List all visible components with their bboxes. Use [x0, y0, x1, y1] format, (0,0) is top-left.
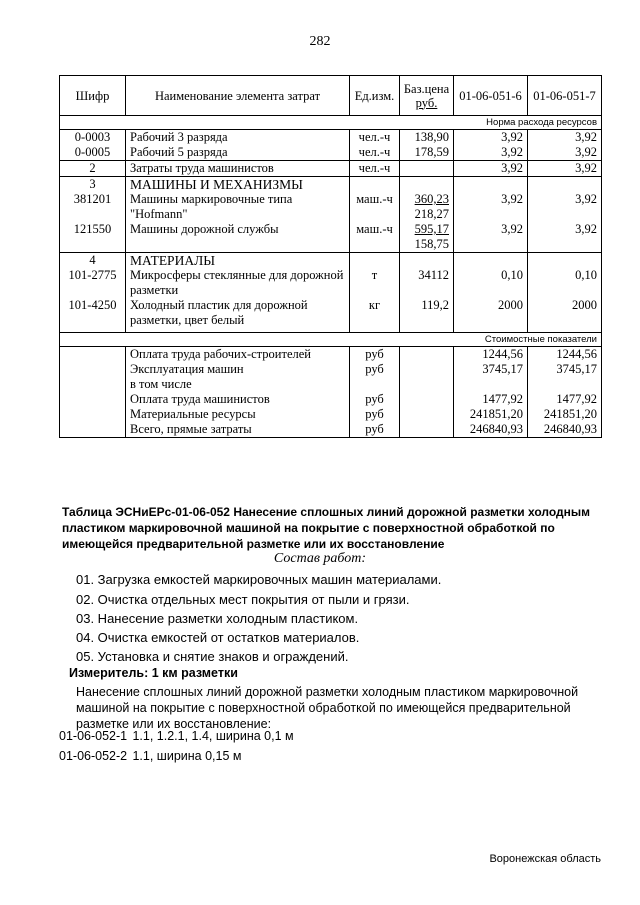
cell-name-line1: Холодный пластик для дорожной [130, 298, 308, 312]
code-id: 01-06-052-1 [59, 729, 128, 743]
total-name: в том числе [126, 377, 350, 392]
table-row [60, 130, 602, 146]
resource-norms-table [59, 75, 602, 438]
cell-price [400, 161, 454, 177]
table-row [60, 298, 602, 332]
cell-name-line1: Машины маркировочные типа [130, 192, 293, 206]
operation-item: 02. Очистка отдельных мест покрытия от пыли и грязи. [76, 592, 410, 607]
cell-price: 178,59 [400, 145, 454, 161]
cell-unit: чел.-ч [350, 161, 400, 177]
cell-name: Машины дорожной службы [126, 222, 350, 253]
cell-v2: 3,92 [528, 222, 602, 253]
cell-name: Рабочий 5 разряда [126, 145, 350, 161]
cell-name [126, 298, 350, 332]
cell-v1: 3,92 [454, 130, 528, 146]
operation-item: 03. Нанесение разметки холодным пластиком. [76, 611, 359, 626]
total-unit: руб [350, 407, 400, 422]
header-col2: 01-06-051-7 [528, 76, 602, 116]
cell-name-line2: разметки [130, 283, 179, 297]
section-number: 3 [60, 177, 126, 193]
cell-unit: маш.-ч [350, 222, 400, 253]
total-v1: 241851,20 [454, 407, 528, 422]
header-price [400, 76, 454, 116]
cost-caption-row [60, 332, 602, 346]
cell-name-line1: Микросферы стеклянные для дорожной [130, 268, 344, 282]
cell-price-sub: 218,27 [414, 207, 449, 221]
cell-code: 381201 [60, 192, 126, 222]
section-number: 4 [60, 253, 126, 269]
cell-name [126, 192, 350, 222]
cell-unit: т [350, 268, 400, 298]
table-row [60, 192, 602, 222]
cost-caption: Стоимостные показатели [60, 332, 602, 346]
cell-v1: 3,92 [454, 145, 528, 161]
total-name: Эксплуатация машин [126, 362, 350, 377]
cell-v2: 0,10 [528, 268, 602, 298]
cell-price-sub: 158,75 [414, 237, 449, 251]
code-line [59, 729, 294, 743]
description: Нанесение сплошных линий дорожной разметки холодным пластиком маркировочной машиной на покрытие с поверхностной обработкой по имеющейся предварительной разметке или их восстановление: [76, 685, 579, 731]
total-row [60, 377, 602, 392]
header-name: Наименование элемента затрат [126, 76, 350, 116]
cell-unit: чел.-ч [350, 145, 400, 161]
cell-price-main: 595,17 [414, 222, 449, 236]
cell-code: 0-0005 [60, 145, 126, 161]
table-row [60, 145, 602, 161]
total-name: Всего, прямые затраты [126, 422, 350, 438]
cell-name: Рабочий 3 разряда [126, 130, 350, 146]
total-name: Материальные ресурсы [126, 407, 350, 422]
cell-v2: 3,92 [528, 161, 602, 177]
cell-code: 101-4250 [60, 298, 126, 332]
cell-v1: 3,92 [454, 222, 528, 253]
total-row [60, 407, 602, 422]
total-v2: 3745,17 [528, 362, 602, 377]
total-row [60, 392, 602, 407]
cell-price-main: 360,23 [414, 192, 449, 206]
cell-v1: 0,10 [454, 268, 528, 298]
total-unit: руб [350, 422, 400, 438]
header-price-line1: Баз.цена [403, 81, 450, 96]
total-unit: руб [350, 392, 400, 407]
cell-price: 119,2 [400, 298, 454, 332]
cell-code: 0-0003 [60, 130, 126, 146]
total-v2: 241851,20 [528, 407, 602, 422]
cell-v1: 2000 [454, 298, 528, 332]
region-footer: Воронежская область [489, 853, 601, 865]
table-row [60, 161, 602, 177]
code-text: 1.1, ширина 0,15 м [132, 749, 242, 763]
cell-code: 101-2775 [60, 268, 126, 298]
cell-code: 121550 [60, 222, 126, 253]
measurer: Измеритель: 1 км разметки [69, 666, 238, 680]
cell-name: Затраты труда машинистов [126, 161, 350, 177]
cell-v2: 3,92 [528, 145, 602, 161]
total-name: Оплата труда рабочих-строителей [126, 346, 350, 362]
cell-v2: 3,92 [528, 130, 602, 146]
table-row [60, 268, 602, 298]
total-v1: 3745,17 [454, 362, 528, 377]
cell-price: 138,90 [400, 130, 454, 146]
cell-v2: 3,92 [528, 192, 602, 222]
cell-unit: маш.-ч [350, 192, 400, 222]
code-id: 01-06-052-2 [59, 749, 128, 763]
header-price-line2: руб. [415, 95, 438, 110]
code-line [59, 749, 241, 763]
total-v2: 1477,92 [528, 392, 602, 407]
cell-v2: 2000 [528, 298, 602, 332]
cell-price [400, 192, 454, 222]
cell-name-line2: разметки, цвет белый [130, 313, 245, 327]
cell-unit: чел.-ч [350, 130, 400, 146]
cell-v1: 3,92 [454, 192, 528, 222]
operation-item: 01. Загрузка емкостей маркировочных машин материалами. [76, 572, 442, 587]
total-row [60, 422, 602, 438]
total-v1: 246840,93 [454, 422, 528, 438]
cell-price [400, 222, 454, 253]
total-unit: руб [350, 346, 400, 362]
table-header-row [60, 76, 602, 116]
cell-price: 34112 [400, 268, 454, 298]
cell-name-line2: "Hofmann" [130, 207, 188, 221]
operation-item: 04. Очистка емкостей от остатков материалов. [76, 630, 360, 645]
table-row [60, 222, 602, 253]
total-v1: 1477,92 [454, 392, 528, 407]
cell-v1: 3,92 [454, 161, 528, 177]
header-code: Шифр [60, 76, 126, 116]
page-number: 282 [309, 34, 331, 49]
total-row [60, 362, 602, 377]
cell-name [126, 268, 350, 298]
total-v2: 246840,93 [528, 422, 602, 438]
section-row [60, 177, 602, 193]
total-row [60, 346, 602, 362]
cell-unit: кг [350, 298, 400, 332]
total-v2: 1244,56 [528, 346, 602, 362]
table-title: Таблица ЭСНиЕРс-01-06-052 Нанесение сплошных линий дорожной разметки холодным пластиком маркировочной машиной на покрытие с поверхностной обработкой по имеющейся предварительной разметке или их восстановление [62, 505, 591, 551]
total-name: Оплата труда машинистов [126, 392, 350, 407]
total-unit: руб [350, 362, 400, 377]
composition-title: Состав работ: [273, 551, 367, 566]
norm-caption-row [60, 116, 602, 130]
code-text: 1.1, 1.2.1, 1.4, ширина 0,1 м [132, 729, 294, 743]
operation-item: 05. Установка и снятие знаков и ограждений. [76, 649, 349, 664]
total-v1: 1244,56 [454, 346, 528, 362]
header-col1: 01-06-051-6 [454, 76, 528, 116]
cell-code: 2 [60, 161, 126, 177]
header-unit: Ед.изм. [350, 76, 400, 116]
norm-caption: Норма расхода ресурсов [60, 116, 602, 130]
section-title: МАТЕРИАЛЫ [126, 253, 350, 269]
section-row [60, 253, 602, 269]
section-title: МАШИНЫ И МЕХАНИЗМЫ [126, 177, 350, 193]
